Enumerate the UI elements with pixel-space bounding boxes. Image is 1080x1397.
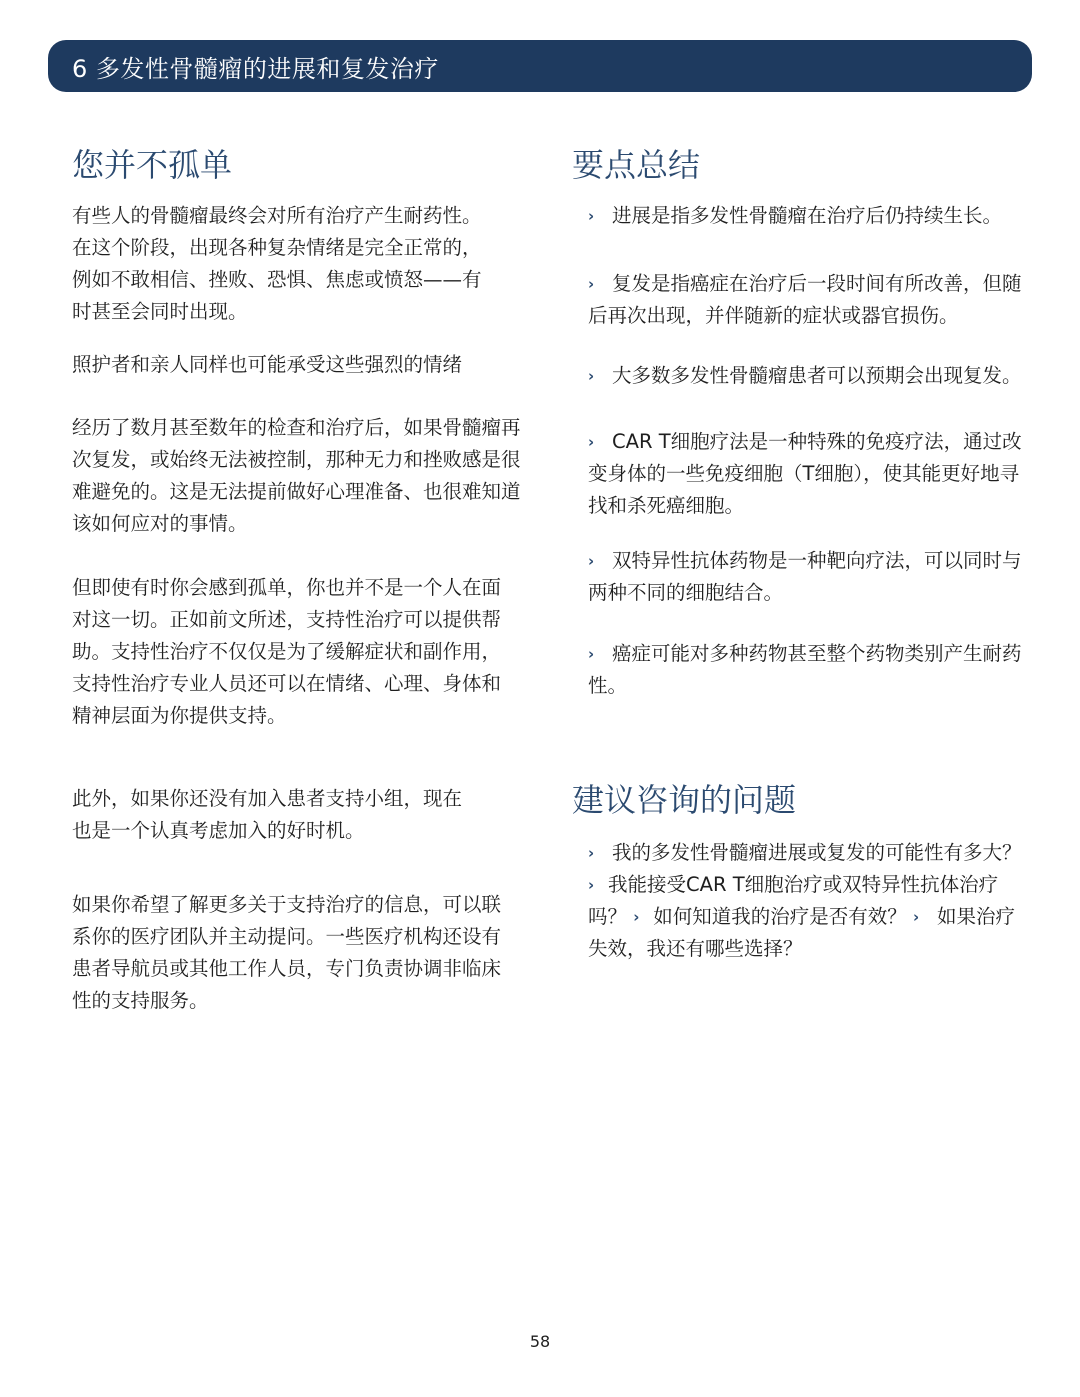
summary-item-text: CAR T细胞疗法是一种特殊的免疫疗法，通过改变身体的一些免疫细胞（T细胞），使其能更好地寻找和杀死癌细胞。 xyxy=(588,430,1022,517)
chevron-right-icon: › xyxy=(912,908,920,926)
summary-item-text: 复发是指癌症在治疗后一段时间有所改善，但随后再次出现，并伴随新的症状或器官损伤。 xyxy=(588,272,1022,327)
chevron-right-icon: › xyxy=(588,552,595,570)
paragraph-1: 有些人的骨髓瘤最终会对所有治疗产生耐药性。在这个阶段，出现各种复杂情绪是完全正常的，例如不敢相信、挫败、恐惧、焦虑或愤怒——有时甚至会同时出现。 xyxy=(72,204,482,323)
chevron-right-icon: › xyxy=(588,275,595,293)
summary-item xyxy=(588,638,1032,702)
question-item: 如何知道我的治疗是否有效？ xyxy=(653,905,907,928)
summary-item xyxy=(588,360,1032,392)
summary-item xyxy=(588,545,1032,609)
chevron-right-icon: › xyxy=(588,367,595,385)
question-item: 如果治疗失效，我还有哪些选择？ xyxy=(588,905,1015,960)
summary-item xyxy=(588,268,1032,332)
chevron-right-icon: › xyxy=(588,645,595,663)
summary-item-text: 大多数多发性骨髓瘤患者可以预期会出现复发。 xyxy=(612,364,1022,387)
paragraph-3: 经历了数月甚至数年的检查和治疗后，如果骨髓瘤再次复发，或始终无法被控制，那种无力和挫败感是很难避免的。这是无法提前做好心理准备、也很难知道该如何应对的事情。 xyxy=(72,416,521,535)
summary-item-text: 癌症可能对多种药物甚至整个药物类别产生耐药性。 xyxy=(588,642,1022,697)
heading-suggested-questions: 建议咨询的问题 xyxy=(572,781,797,819)
summary-item-text: 进展是指多发性骨髓瘤在治疗后仍持续生长。 xyxy=(612,204,1003,227)
paragraph-5: 此外，如果你还没有加入患者支持小组，现在也是一个认真考虑加入的好时机。 xyxy=(72,787,463,842)
section-header-bar xyxy=(48,40,1032,92)
chevron-right-icon: › xyxy=(588,207,595,225)
section-title: 6 多发性骨髓瘤的进展和复发治疗 xyxy=(72,54,439,83)
summary-item xyxy=(588,426,1032,522)
questions-list xyxy=(588,837,1032,965)
question-item: 我的多发性骨髓瘤进展或复发的可能性有多大？ xyxy=(612,841,1022,864)
summary-item-text: 双特异性抗体药物是一种靶向疗法，可以同时与两种不同的细胞结合。 xyxy=(588,549,1022,604)
chevron-right-icon: › xyxy=(588,876,595,894)
paragraph-6: 如果你希望了解更多关于支持治疗的信息，可以联系你的医疗团队并主动提问。一些医疗机构还设有患者导航员或其他工作人员，专门负责协调非临床性的支持服务。 xyxy=(72,893,502,1012)
page-number: 58 xyxy=(529,1332,551,1351)
question-item: 我能接受CAR T细胞治疗或双特异性抗体治疗吗？ xyxy=(588,873,999,928)
chevron-right-icon: › xyxy=(588,844,595,862)
heading-not-alone: 您并不孤单 xyxy=(72,146,233,184)
heading-key-points: 要点总结 xyxy=(572,146,701,184)
summary-item xyxy=(588,200,1032,232)
chevron-right-icon: › xyxy=(633,908,640,926)
chevron-right-icon: › xyxy=(588,433,595,451)
paragraph-2: 照护者和亲人同样也可能承受这些强烈的情绪 xyxy=(72,353,463,376)
paragraph-4: 但即使有时你会感到孤单，你也并不是一个人在面对这一切。正如前文所述，支持性治疗可以提供帮助。支持性治疗不仅仅是为了缓解症状和副作用，支持性治疗专业人员还可以在情绪、心理、身体和精神层面为你提供支持。 xyxy=(72,576,502,727)
